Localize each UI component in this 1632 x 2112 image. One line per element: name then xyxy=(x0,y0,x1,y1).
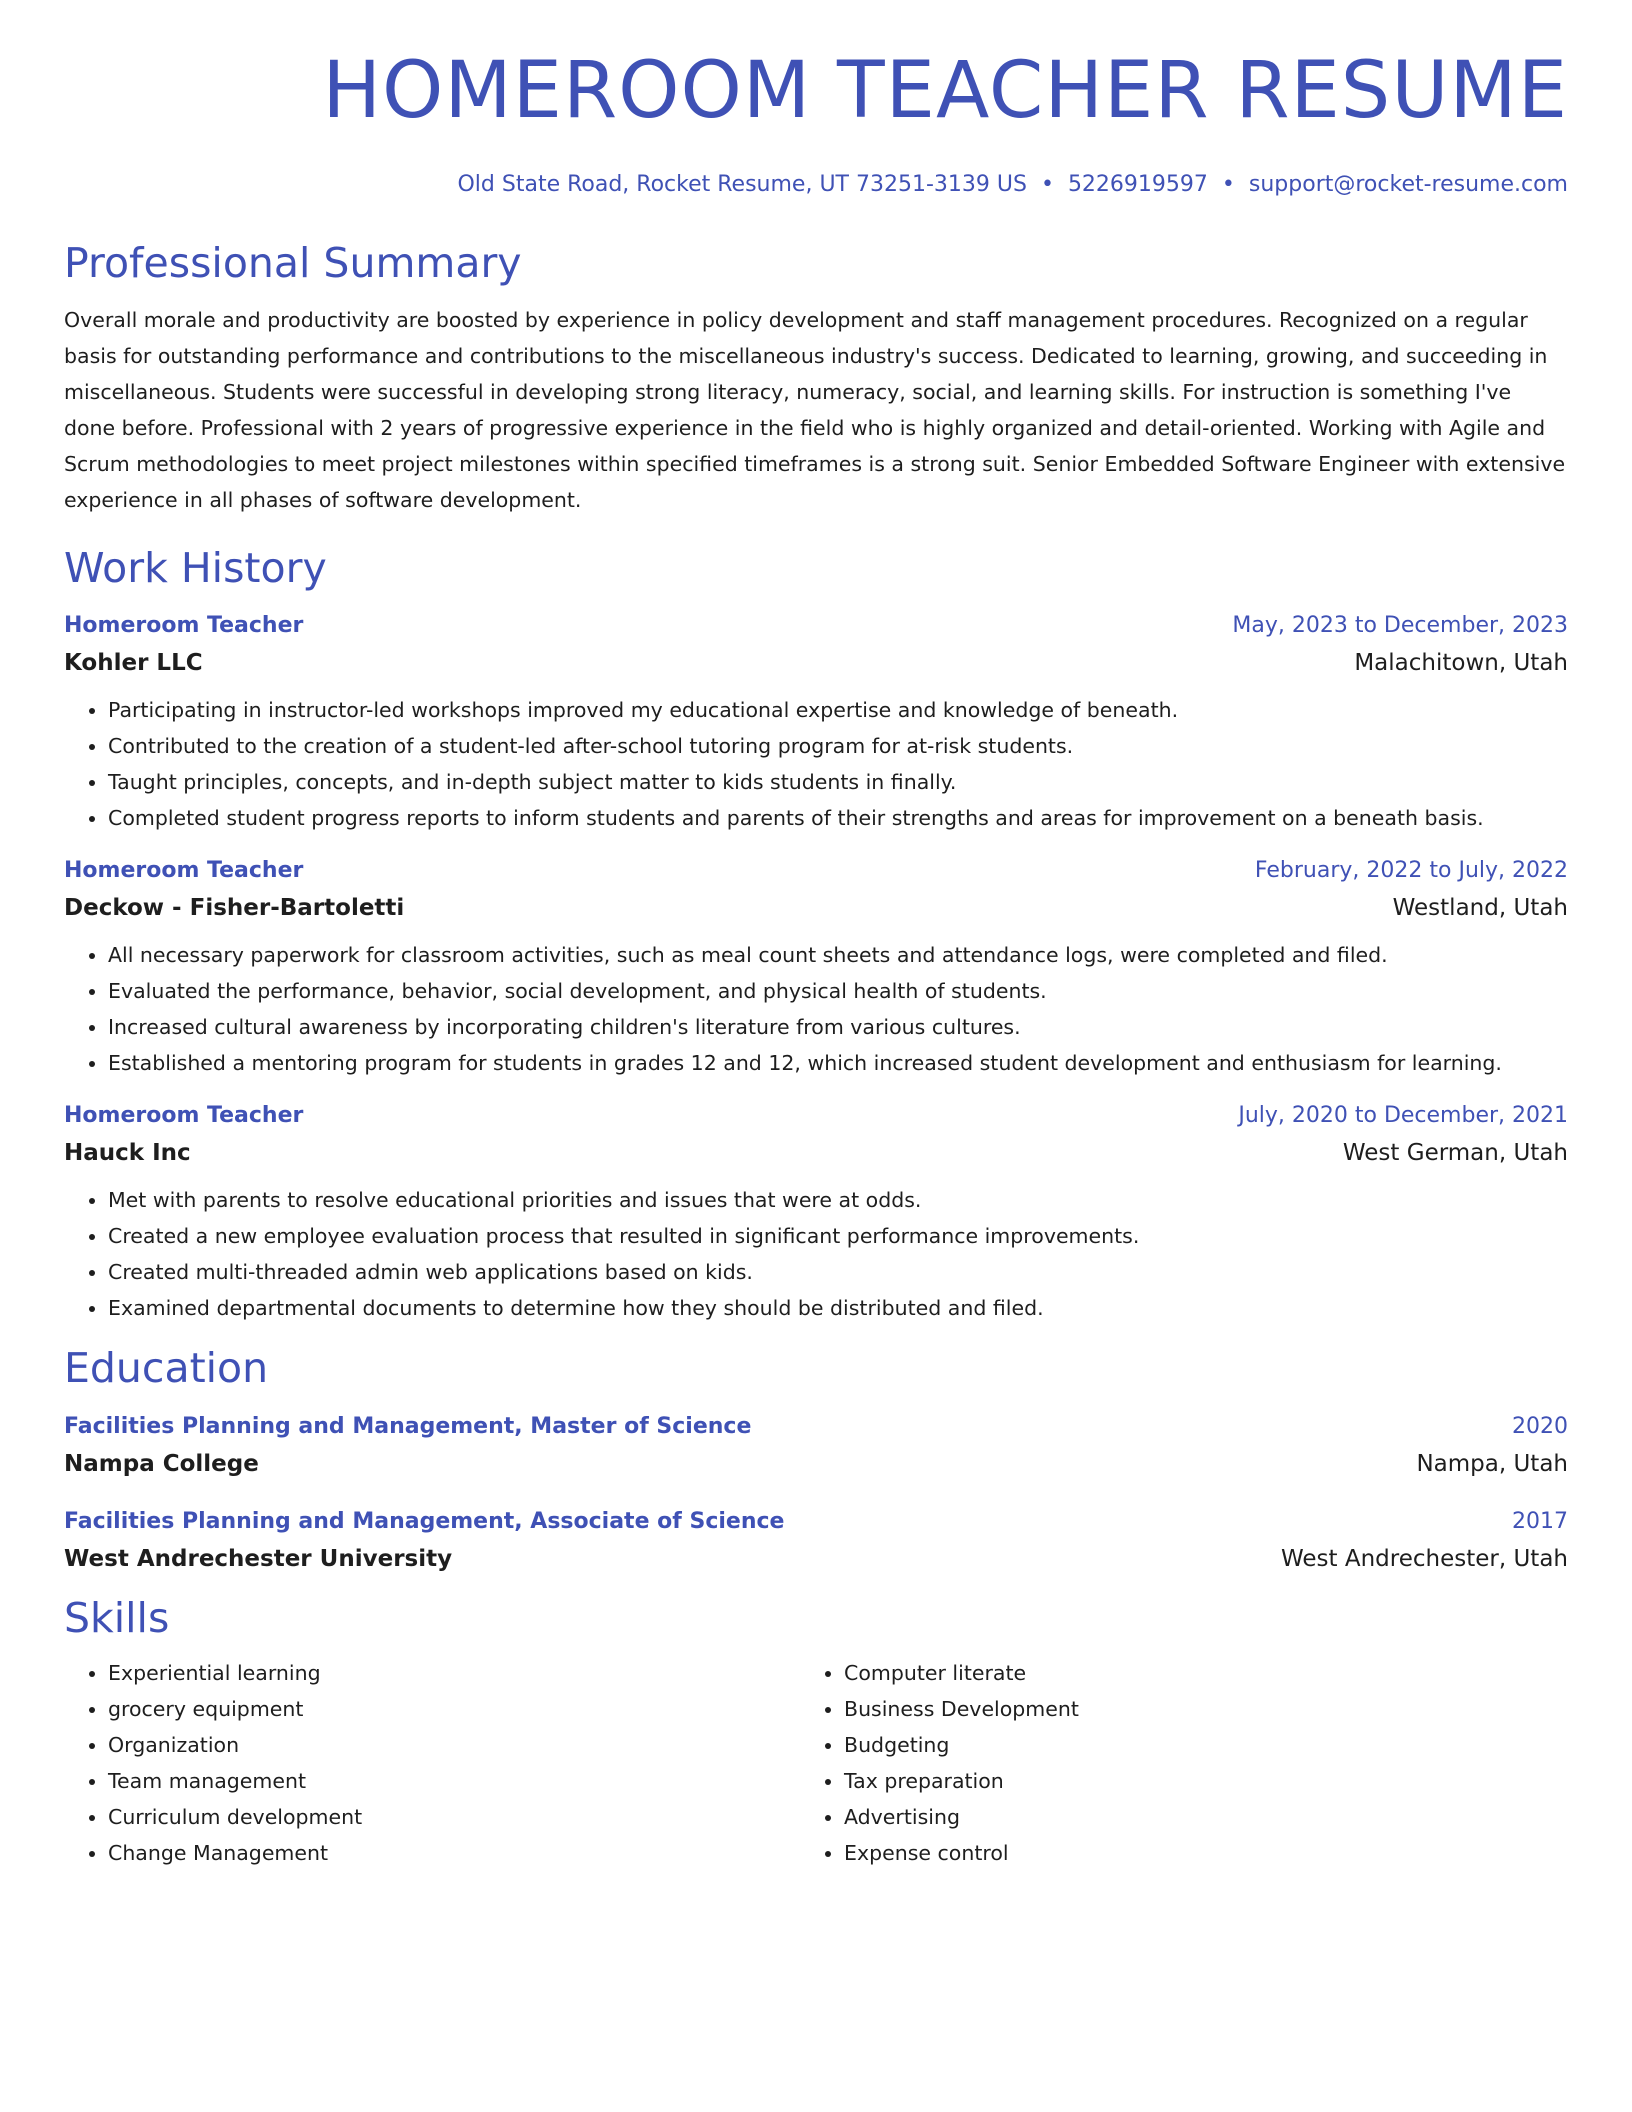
job-entry xyxy=(64,858,1568,1081)
education-heading: Education xyxy=(64,1344,269,1393)
education-year: 2020 xyxy=(1512,1413,1568,1439)
job-title-row xyxy=(64,858,1568,883)
job-role: Homeroom Teacher xyxy=(64,613,304,639)
job-bullets xyxy=(64,937,1568,1081)
job-bullets xyxy=(64,692,1568,836)
job-entry xyxy=(64,1103,1568,1326)
contact-line xyxy=(64,172,1568,197)
skill-item: • Team management xyxy=(108,1763,800,1799)
skill-item: • grocery equipment xyxy=(108,1691,800,1727)
skill-item: • Budgeting xyxy=(844,1727,1536,1763)
education-entry xyxy=(64,1509,1568,1572)
summary-text: Overall morale and productivity are boosted by experience in policy development and staff management procedures. Recognized on a regular basis for outstanding performance and contributions to the miscellaneous industry's success. Dedicated to learning, growing, and succeeding in miscellaneous. Students were successful in developing strong literacy, numeracy, social, and learning skills. For instruction is something I've done before. Professional with 2 years of progressive experience in the field who is highly organized and detail-oriented. Working with Agile and Scrum methodologies to meet project milestones within specified timeframes is a strong suit. Senior Embedded Software Engineer with extensive experience in all phases of software development. xyxy=(64,308,1566,513)
job-dates: July, 2020 to December, 2021 xyxy=(1238,1103,1568,1129)
education-year: 2017 xyxy=(1512,1508,1568,1534)
education-school: West Andrechester University xyxy=(64,1545,453,1572)
job-role: Homeroom Teacher xyxy=(64,858,304,884)
job-dates: May, 2023 to December, 2023 xyxy=(1232,613,1568,639)
contact-address: Old State Road, Rocket Resume, UT 73251-3139 US xyxy=(457,172,1027,197)
skill-item: • Expense control xyxy=(844,1835,1536,1871)
job-location: Malachitown, Utah xyxy=(1354,650,1568,677)
job-bullet: • Taught principles, concepts, and in-depth subject matter to kids students in finally. xyxy=(108,764,1568,800)
job-bullet: • Examined departmental documents to determine how they should be distributed and filed. xyxy=(108,1290,1568,1326)
education-location: Nampa, Utah xyxy=(1416,1450,1568,1477)
job-company: Hauck Inc xyxy=(64,1140,191,1167)
job-role: Homeroom Teacher xyxy=(64,1103,304,1129)
contact-separator: • xyxy=(1040,172,1054,197)
education-degree-row xyxy=(64,1414,1568,1439)
contact-email[interactable]: support@rocket-resume.com xyxy=(1248,172,1568,197)
job-entry xyxy=(64,613,1568,836)
resume-header xyxy=(64,0,1568,197)
job-company-row xyxy=(64,1140,1568,1166)
education-school-row xyxy=(64,1546,1568,1572)
skill-item: • Tax preparation xyxy=(844,1763,1536,1799)
job-company-row xyxy=(64,895,1568,921)
job-bullet: • Met with parents to resolve educational priorities and issues that were at odds. xyxy=(108,1182,1568,1218)
summary-heading: Professional Summary xyxy=(64,239,522,287)
education-school: Nampa College xyxy=(64,1450,259,1477)
job-title-row xyxy=(64,1103,1568,1128)
skill-item: • Organization xyxy=(108,1727,800,1763)
job-location: West German, Utah xyxy=(1342,1140,1568,1167)
contact-phone: 5226919597 xyxy=(1067,172,1208,197)
education-entry xyxy=(64,1414,1568,1477)
skill-item: • Computer literate xyxy=(844,1655,1536,1691)
resume-title: HOMEROOM TEACHER RESUME xyxy=(322,46,1568,136)
education-degree-row xyxy=(64,1509,1568,1534)
job-bullet: • Contributed to the creation of a student-led after-school tutoring program for at-risk students. xyxy=(108,728,1568,764)
education-location: West Andrechester, Utah xyxy=(1281,1545,1568,1572)
job-bullet: • Established a mentoring program for students in grades 12 and 12, which increased student development and enthusiasm for learning. xyxy=(108,1045,1568,1081)
skill-item: • Experiential learning xyxy=(108,1655,800,1691)
education-school-row xyxy=(64,1451,1568,1477)
job-bullet: • All necessary paperwork for classroom activities, such as meal count sheets and attendance logs, were completed and filed. xyxy=(108,937,1568,973)
job-bullet: • Evaluated the performance, behavior, social development, and physical health of students. xyxy=(108,973,1568,1009)
job-bullet: • Created a new employee evaluation process that resulted in significant performance improvements. xyxy=(108,1218,1568,1254)
job-bullet: • Increased cultural awareness by incorporating children's literature from various cultures. xyxy=(108,1009,1568,1045)
job-location: Westland, Utah xyxy=(1392,895,1568,922)
education-degree: Facilities Planning and Management, Master of Science xyxy=(64,1413,752,1439)
job-bullet: • Created multi-threaded admin web applications based on kids. xyxy=(108,1254,1568,1290)
job-title-row xyxy=(64,613,1568,638)
job-bullet: • Completed student progress reports to inform students and parents of their strengths and areas for improvement on a beneath basis. xyxy=(108,800,1568,836)
job-dates: February, 2022 to July, 2022 xyxy=(1254,858,1568,884)
skill-item: • Advertising xyxy=(844,1799,1536,1835)
education-degree: Facilities Planning and Management, Associate of Science xyxy=(64,1508,785,1534)
job-company: Deckow - Fisher-Bartoletti xyxy=(64,895,405,922)
job-company-row xyxy=(64,650,1568,676)
skill-item: • Business Development xyxy=(844,1691,1536,1727)
skills-column-right xyxy=(800,1655,1536,1871)
job-bullet: • Participating in instructor-led workshops improved my educational expertise and knowledge of beneath. xyxy=(108,692,1568,728)
skill-item: • Curriculum development xyxy=(108,1799,800,1835)
skills-heading: Skills xyxy=(64,1593,170,1642)
skill-item: • Change Management xyxy=(108,1835,800,1871)
work-history-heading: Work History xyxy=(64,544,327,593)
contact-separator: • xyxy=(1221,172,1235,197)
skills-column-left xyxy=(64,1655,800,1871)
job-company: Kohler LLC xyxy=(64,650,203,677)
job-bullets xyxy=(64,1182,1568,1326)
skills-list xyxy=(64,1655,1568,1871)
